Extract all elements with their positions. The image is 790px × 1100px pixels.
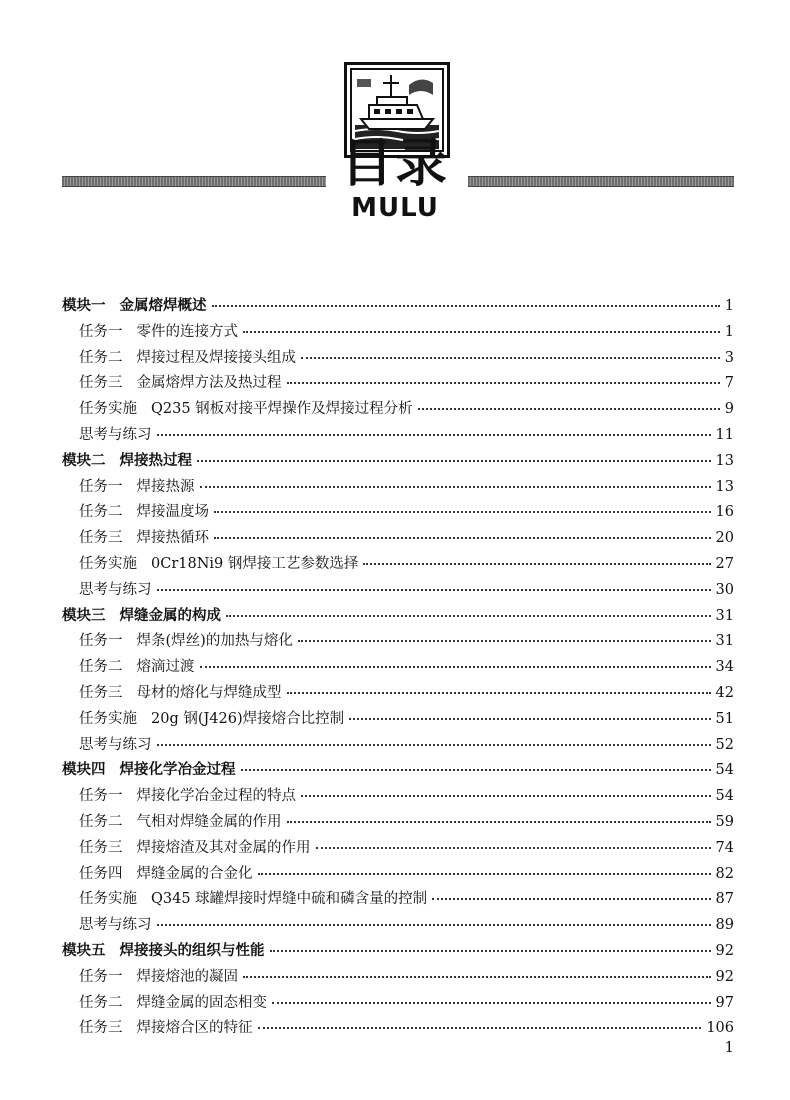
dot-leader — [200, 665, 711, 668]
toc-entry-page: 30 — [715, 581, 734, 598]
toc-entry[interactable] — [62, 500, 734, 526]
toc-entry-title: 金属熔焊方法及热过程 — [136, 375, 282, 392]
toc-entry-title: 思考与练习 — [79, 581, 152, 598]
toc-entry-page: 1 — [724, 298, 734, 314]
toc-entry-number: 任务三 — [79, 530, 123, 547]
toc-entry-title: 焊接熔池的凝固 — [136, 968, 238, 985]
dot-leader — [418, 407, 720, 410]
toc-entry-title: 思考与练习 — [79, 917, 152, 934]
toc-entry-page: 51 — [715, 710, 734, 727]
toc-entry-number: 任务实施 — [79, 555, 137, 572]
dot-leader — [301, 794, 711, 797]
toc-entry[interactable] — [62, 629, 734, 655]
toc-entry-number: 任务实施 — [79, 891, 137, 908]
toc-entry-number: 模块五 — [62, 942, 106, 959]
toc-entry[interactable] — [62, 1016, 734, 1042]
toc-entry-label — [79, 526, 209, 552]
page-title-pinyin: MULU — [351, 193, 439, 223]
toc-entry[interactable] — [62, 423, 734, 449]
toc-entry-title: 焊接熔合区的特征 — [136, 1020, 253, 1037]
toc-entry-title: 20g 钢(J426)焊接熔合比控制 — [151, 710, 345, 727]
dot-leader — [241, 768, 711, 771]
dot-leader — [270, 949, 711, 952]
toc-entry-label — [79, 810, 282, 836]
toc-entry-label — [79, 552, 358, 578]
toc-entry-page: 52 — [715, 736, 734, 753]
toc-entry-label — [79, 655, 195, 681]
toc-entry[interactable] — [62, 991, 734, 1017]
toc-entry[interactable] — [62, 707, 734, 733]
toc-entry[interactable] — [62, 887, 734, 913]
toc-entry-page: 31 — [715, 607, 734, 624]
toc-entry-page: 11 — [715, 426, 734, 443]
dot-leader — [287, 691, 711, 694]
toc-entry-page: 59 — [715, 813, 734, 830]
toc-entry-label — [79, 991, 267, 1017]
toc-entry[interactable] — [62, 371, 734, 397]
toc-entry-page: 87 — [715, 891, 734, 908]
toc-entry-number: 任务一 — [79, 323, 123, 340]
toc-entry-label — [62, 294, 207, 320]
toc-entry-label — [79, 397, 413, 423]
toc-entry-page: 31 — [715, 633, 734, 650]
toc-entry-title: 焊接接头的组织与性能 — [119, 942, 265, 959]
toc-entry-number: 模块一 — [62, 298, 106, 314]
dot-leader — [157, 923, 711, 926]
table-of-contents — [62, 294, 734, 1042]
toc-entry-page: 54 — [715, 788, 734, 805]
page-title: 目录 — [340, 134, 449, 194]
dot-leader — [214, 536, 711, 539]
toc-entry-page: 16 — [715, 504, 734, 521]
toc-entry-page: 89 — [715, 917, 734, 934]
toc-entry-label — [79, 371, 282, 397]
toc-entry-number: 任务二 — [79, 349, 123, 366]
toc-entry-number: 任务三 — [79, 684, 123, 701]
toc-entry-number: 模块四 — [62, 762, 106, 779]
toc-entry-label — [79, 913, 152, 939]
toc-entry-label — [79, 1016, 253, 1042]
toc-entry-number: 任务三 — [79, 375, 123, 392]
dot-leader — [432, 897, 710, 900]
toc-entry-title: 母材的熔化与焊缝成型 — [136, 684, 282, 701]
toc-entry[interactable] — [62, 604, 734, 630]
toc-entry-page: 106 — [706, 1020, 734, 1037]
dot-leader — [258, 872, 711, 875]
toc-entry-label — [79, 578, 152, 604]
toc-entry-label — [79, 346, 296, 372]
header-rule-left — [62, 176, 326, 187]
dot-leader — [301, 356, 720, 359]
toc-entry[interactable] — [62, 475, 734, 501]
toc-entry-page: 74 — [715, 839, 734, 856]
page-number: 1 — [724, 1038, 734, 1056]
toc-entry-title: 熔滴过渡 — [136, 659, 195, 676]
toc-entry[interactable] — [62, 965, 734, 991]
toc-entry-title: Q345 球罐焊接时焊缝中硫和磷含量的控制 — [151, 891, 428, 908]
toc-entry-title: 焊接过程及焊接接头组成 — [136, 349, 296, 366]
toc-entry[interactable] — [62, 294, 734, 320]
toc-entry-label — [79, 707, 344, 733]
toc-entry-number: 任务一 — [79, 968, 123, 985]
toc-entry-page: 13 — [715, 452, 734, 469]
toc-entry-page: 92 — [715, 942, 734, 959]
toc-entry-title: Q235 钢板对接平焊操作及焊接过程分析 — [151, 401, 413, 418]
dot-leader — [197, 459, 711, 462]
toc-entry-page: 7 — [724, 375, 734, 392]
toc-entry-number: 任务三 — [79, 1020, 123, 1037]
dot-leader — [214, 510, 711, 513]
toc-entry[interactable] — [62, 939, 734, 965]
dot-leader — [298, 639, 711, 642]
toc-entry-label — [79, 836, 311, 862]
toc-entry-label — [79, 965, 238, 991]
toc-entry-label — [79, 887, 427, 913]
toc-entry-title: 焊缝金属的构成 — [119, 607, 221, 624]
toc-entry-number: 任务二 — [79, 994, 123, 1011]
toc-entry-label — [79, 784, 296, 810]
dot-leader — [287, 820, 711, 823]
toc-entry-title: 零件的连接方式 — [136, 323, 238, 340]
toc-entry-label — [62, 939, 265, 965]
toc-entry[interactable] — [62, 733, 734, 759]
dot-leader — [363, 562, 710, 565]
toc-entry-title: 金属熔焊概述 — [119, 298, 207, 314]
toc-entry-page: 9 — [724, 401, 734, 418]
toc-entry-page: 54 — [715, 762, 734, 779]
toc-entry[interactable] — [62, 449, 734, 475]
dot-leader — [157, 433, 711, 436]
toc-entry-number: 任务三 — [79, 839, 123, 856]
toc-entry-title: 气相对焊缝金属的作用 — [136, 813, 282, 830]
toc-entry-title: 焊接化学冶金过程的特点 — [136, 788, 296, 805]
toc-entry-title: 焊接热源 — [136, 478, 195, 495]
toc-entry-page: 42 — [715, 684, 734, 701]
dot-leader — [243, 975, 711, 978]
toc-entry-number: 任务四 — [79, 865, 123, 882]
dot-leader — [258, 1026, 702, 1029]
toc-entry-label — [62, 758, 236, 784]
toc-entry-title: 0Cr18Ni9 钢焊接工艺参数选择 — [151, 555, 359, 572]
toc-entry[interactable] — [62, 526, 734, 552]
toc-entry-number: 任务一 — [79, 788, 123, 805]
toc-entry[interactable] — [62, 655, 734, 681]
toc-entry-title: 焊缝金属的固态相变 — [136, 994, 267, 1011]
toc-entry-number: 任务二 — [79, 659, 123, 676]
toc-entry-label — [79, 733, 152, 759]
toc-header — [0, 0, 790, 230]
toc-entry[interactable] — [62, 346, 734, 372]
toc-entry-page: 34 — [715, 659, 734, 676]
toc-entry[interactable] — [62, 681, 734, 707]
toc-entry-title: 焊接热循环 — [136, 530, 209, 547]
toc-entry-number: 模块二 — [62, 452, 106, 469]
toc-entry[interactable] — [62, 913, 734, 939]
toc-entry-number: 任务实施 — [79, 401, 137, 418]
dot-leader — [316, 846, 711, 849]
toc-entry-number: 模块三 — [62, 607, 106, 624]
toc-entry[interactable] — [62, 862, 734, 888]
toc-entry-page: 92 — [715, 968, 734, 985]
toc-entry-number: 任务二 — [79, 504, 123, 521]
toc-entry-page: 13 — [715, 478, 734, 495]
toc-entry-label — [79, 681, 282, 707]
toc-entry[interactable] — [62, 552, 734, 578]
toc-entry-label — [62, 449, 192, 475]
toc-entry-page: 1 — [724, 323, 734, 340]
toc-entry-page: 97 — [715, 994, 734, 1011]
toc-entry[interactable] — [62, 397, 734, 423]
toc-entry-title: 焊接化学冶金过程 — [119, 762, 236, 779]
toc-entry[interactable] — [62, 784, 734, 810]
dot-leader — [157, 588, 711, 591]
toc-entry-title: 思考与练习 — [79, 736, 152, 753]
toc-entry[interactable] — [62, 578, 734, 604]
toc-entry-label — [79, 423, 152, 449]
dot-leader — [157, 743, 711, 746]
toc-entry-title: 思考与练习 — [79, 426, 152, 443]
header-rule-right — [468, 176, 734, 187]
toc-entry-page: 82 — [715, 865, 734, 882]
toc-entry-label — [79, 475, 195, 501]
toc-entry[interactable] — [62, 810, 734, 836]
dot-leader — [349, 717, 710, 720]
toc-entry-title: 焊接热过程 — [119, 452, 192, 469]
toc-entry-number: 任务一 — [79, 478, 123, 495]
toc-entry-label — [79, 320, 238, 346]
toc-entry-label — [62, 604, 221, 630]
toc-entry[interactable] — [62, 320, 734, 346]
dot-leader — [287, 381, 720, 384]
toc-entry-page: 3 — [724, 349, 734, 366]
toc-entry-number: 任务实施 — [79, 710, 137, 727]
dot-leader — [272, 1001, 711, 1004]
toc-entry-label — [79, 862, 253, 888]
toc-entry-page: 20 — [715, 530, 734, 547]
toc-entry-number: 任务一 — [79, 633, 123, 650]
toc-entry[interactable] — [62, 836, 734, 862]
toc-entry-page: 27 — [715, 555, 734, 572]
toc-entry-label — [79, 500, 209, 526]
toc-entry-title: 焊接熔渣及其对金属的作用 — [136, 839, 311, 856]
toc-entry[interactable] — [62, 758, 734, 784]
dot-leader — [243, 330, 720, 333]
toc-entry-title: 焊条(焊丝)的加热与熔化 — [136, 633, 293, 650]
dot-leader — [200, 485, 711, 488]
dot-leader — [226, 614, 711, 617]
toc-entry-number: 任务二 — [79, 813, 123, 830]
toc-entry-title: 焊接温度场 — [136, 504, 209, 521]
toc-entry-label — [79, 629, 293, 655]
toc-entry-title: 焊缝金属的合金化 — [136, 865, 253, 882]
dot-leader — [212, 304, 720, 307]
